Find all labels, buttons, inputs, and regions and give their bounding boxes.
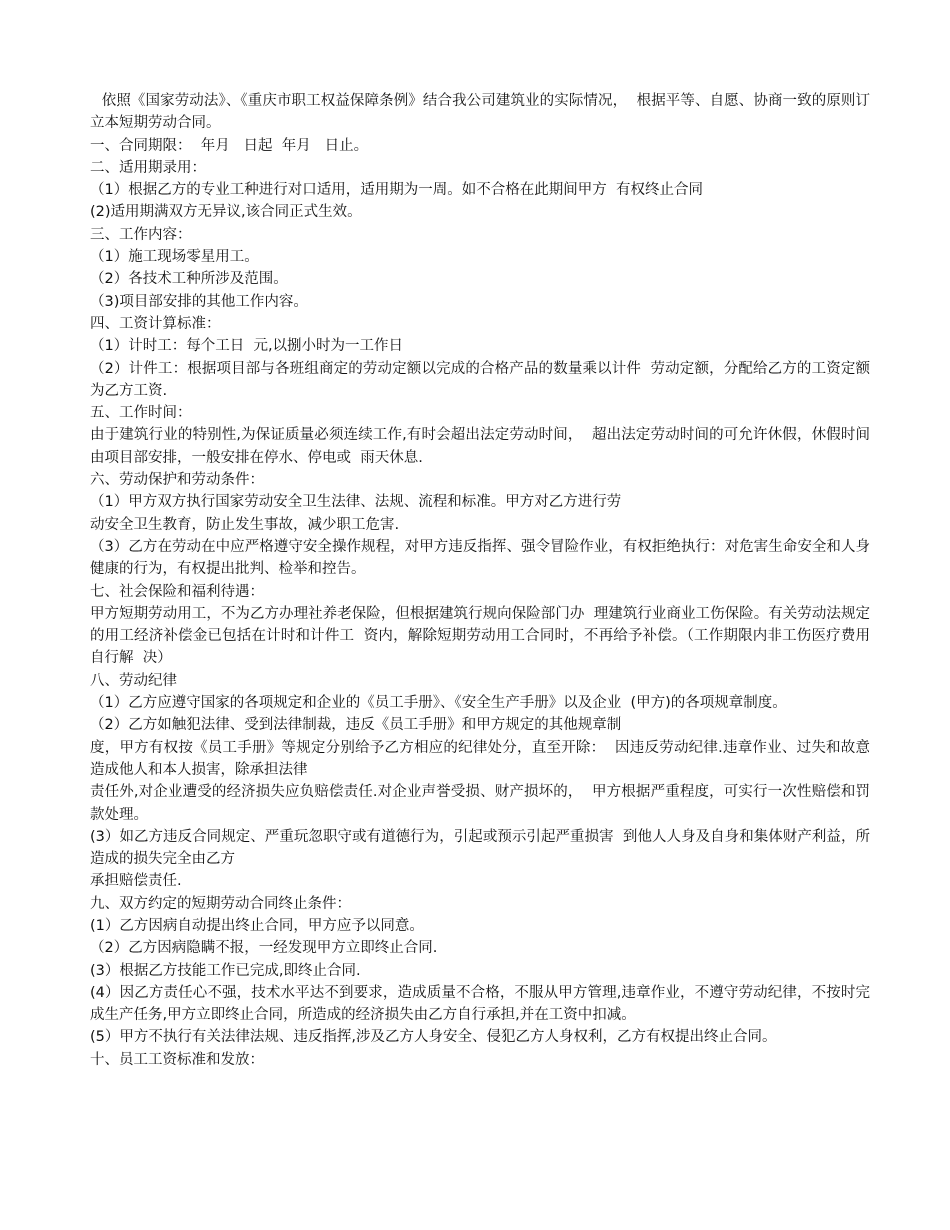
- section-9-item-1: (1）乙方因病自动提出终止合同，甲方应予以同意。: [90, 917, 424, 934]
- document-page: [90, 90, 870, 1071]
- section-5-body: 由于建筑行业的特别性,为保证质量必须连续工作,有时会超出法定劳动时间， 超出法定劳动时间的可允许休假，休假时间由项目部安排，一般安排在停水、停电或 雨天休息.: [90, 427, 870, 466]
- intro-paragraph: 依照《国家劳动法》、《重庆市职工权益保障条例》结合我公司建筑业的实际情况， 根据平等、自愿、协商一致的原则订立本短期劳动合同。: [90, 93, 871, 132]
- section-6-item-1-cont: 动安全卫生教育，防止发生事故，减少职工危害.: [90, 516, 400, 533]
- section-7-body: 甲方短期劳动用工，不为乙方办理社养老保险，但根据建筑行规向保险部门办 理建筑行业商业工伤保险。有关劳动法规定的用工经济补偿金已包括在计时和计件工 资内，解除短期劳动用工合同时，不再给予补偿。（工作期限内非工伤医疗费用自行解 决）: [90, 605, 870, 667]
- section-6-item-1: （1）甲方双方执行国家劳动安全卫生法律、法规、流程和标准。甲方对乙方进行劳: [90, 494, 622, 511]
- section-6-item-3: （3）乙方在劳动在中应严格遵守安全操作规程，对甲方违反指挥、强令冒险作业，有权拒绝执行：对危害生命安全和人身健康的行为，有权提出批判、检举和控告。: [90, 538, 870, 578]
- section-4-heading: 四、工资计算标准：: [90, 315, 221, 332]
- section-2-item-1: （1）根据乙方的专业工种进行对口适用，适用期为一周。如不合格在此期间甲方 有权终止合同: [90, 182, 703, 199]
- section-6-heading: 六、劳动保护和劳动条件：: [90, 472, 264, 489]
- section-2-item-2: (2)适用期满双方无异议,该合同正式生效。: [90, 204, 362, 221]
- section-10-heading: 十、员工工资标准和发放：: [90, 1051, 264, 1068]
- section-8-item-2-cont: 度，甲方有权按《员工手册》等规定分别给予乙方相应的纪律处分，直至开除： 因违反劳动纪律.违章作业、过失和故意造成他人和本人损害，除承担法律: [90, 739, 870, 778]
- section-4-item-1: （1）计时工：每个工日 元,以捌小时为一工作日: [90, 338, 404, 355]
- section-2-heading: 二、适用期录用：: [90, 159, 206, 176]
- section-1-contract-term: 一、合同期限： 年月 日起 年月 日止。: [90, 137, 369, 154]
- section-7-heading: 七、社会保险和福利待遇：: [90, 583, 264, 600]
- section-8-item-3-cont: 承担赔偿责任.: [90, 873, 182, 890]
- section-9-item-4: (4）因乙方责任心不强，技术水平达不到要求，造成质量不合格，不服从甲方管理,违章作业，不遵守劳动纪律，不按时完成生产任务,甲方立即终止合同，所造成的经济损失由乙方自行承担,并在工资中扣减。: [90, 984, 870, 1024]
- section-8-item-2-cont2: 责任外,对企业遭受的经济损失应负赔偿责任.对企业声誉受损、财产损坏的， 甲方根据严重程度，可实行一次性赔偿和罚款处理。: [90, 784, 870, 823]
- section-3-item-1: （1）施工现场零星用工。: [90, 249, 259, 266]
- section-3-item-3: （3)项目部安排的其他工作内容。: [90, 293, 308, 310]
- section-4-item-2: （2）计件工：根据项目部与各班组商定的劳动定额以完成的合格产品的数量乘以计件 劳动定额，分配给乙方的工资定额为乙方工资.: [90, 360, 870, 399]
- section-3-heading: 三、工作内容：: [90, 226, 192, 243]
- section-9-item-5: (5）甲方不执行有关法律法规、违反指挥,涉及乙方人身安全、侵犯乙方人身权利，乙方有权提出终止合同。: [90, 1029, 777, 1046]
- section-9-heading: 九、双方约定的短期劳动合同终止条件：: [90, 895, 351, 912]
- section-8-item-1: （1）乙方应遵守国家的各项规定和企业的《员工手册》、《安全生产手册》以及企业 (甲方)的各项规章制度。: [90, 695, 787, 712]
- section-8-item-3: (3）如乙方违反合同规定、严重玩忽职守或有道德行为，引起或预示引起严重损害 到他人人身及自身和集体财产利益，所造成的损失完全由乙方: [90, 828, 870, 868]
- section-8-heading: 八、劳动纪律: [90, 672, 177, 689]
- section-9-item-2: （2）乙方因病隐瞒不报，一经发现甲方立即终止合同.: [90, 940, 438, 957]
- section-3-item-2: （2）各技术工种所涉及范围。: [90, 271, 288, 288]
- section-8-item-2: （2）乙方如触犯法律、受到法律制裁，违反《员工手册》和甲方规定的其他规章制: [90, 717, 622, 734]
- section-9-item-3: (3）根据乙方技能工作已完成,即终止合同.: [90, 962, 361, 979]
- section-5-heading: 五、工作时间：: [90, 405, 192, 422]
